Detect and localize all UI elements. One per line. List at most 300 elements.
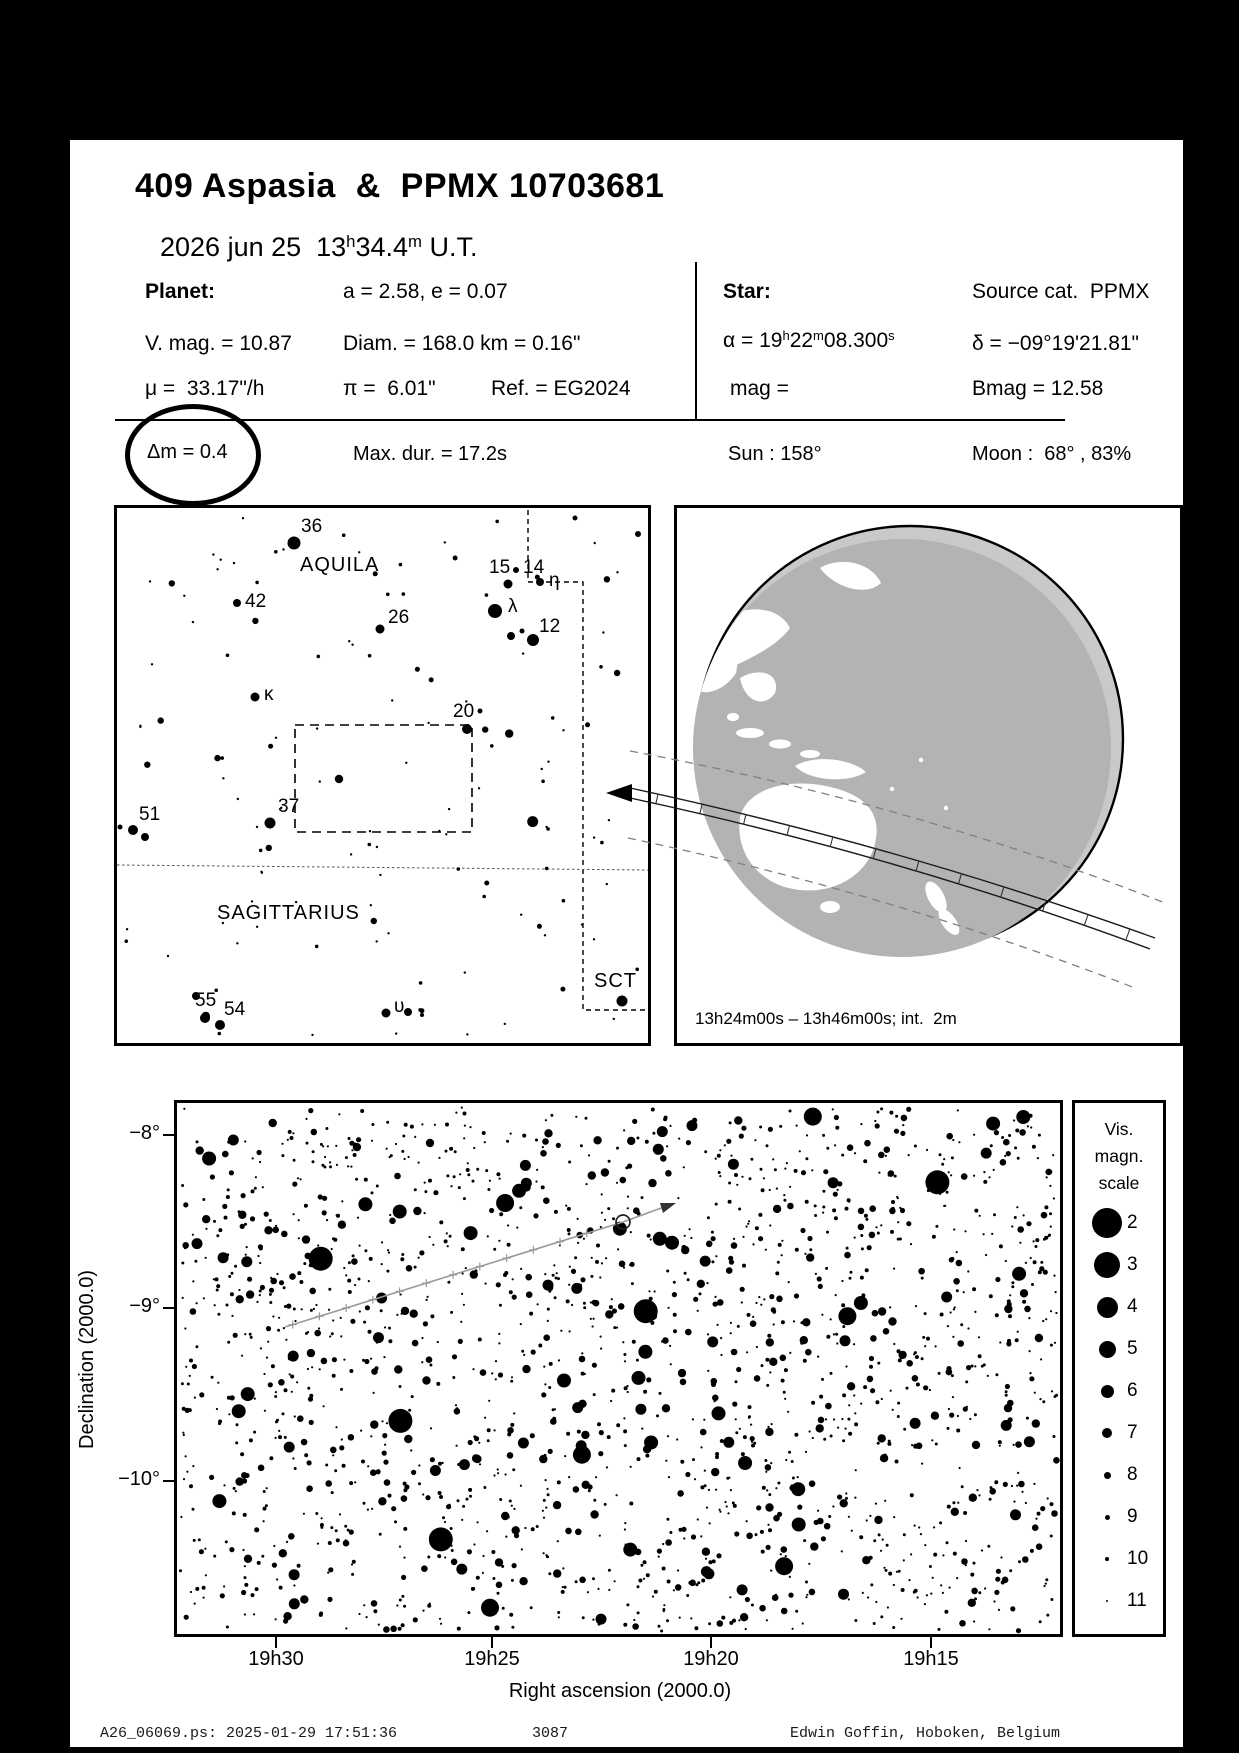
field-star — [689, 1228, 691, 1230]
field-star — [967, 1327, 969, 1329]
field-star — [938, 1628, 941, 1631]
field-star — [873, 1622, 876, 1625]
field-star — [717, 1620, 724, 1627]
field-star — [1013, 1119, 1015, 1121]
field-star — [988, 1628, 990, 1630]
field-star — [244, 1333, 246, 1335]
field-star — [297, 1415, 304, 1422]
field-star — [1000, 1159, 1007, 1166]
field-star — [345, 1274, 347, 1276]
field-star — [956, 1289, 959, 1292]
finder-star-label: υ — [394, 996, 405, 1017]
field-star — [541, 1185, 545, 1189]
field-star — [803, 1539, 806, 1542]
field-star — [683, 1166, 685, 1168]
field-star — [429, 1364, 432, 1367]
finder-field-star — [335, 775, 343, 783]
field-star — [748, 1417, 750, 1419]
field-star — [325, 1127, 328, 1130]
field-star — [303, 1262, 306, 1265]
field-star — [543, 1197, 550, 1204]
field-star — [897, 1238, 900, 1241]
field-star — [348, 1261, 351, 1264]
track-tick — [700, 804, 703, 815]
field-star — [364, 1178, 368, 1182]
finder-field-star — [368, 843, 372, 847]
field-star — [651, 1108, 655, 1112]
field-star — [427, 1556, 430, 1559]
field-star — [272, 1227, 279, 1234]
field-star — [467, 1162, 469, 1164]
field-star — [760, 1304, 762, 1306]
field-star — [869, 1232, 876, 1239]
field-star — [873, 1539, 876, 1542]
field-star — [849, 1277, 852, 1280]
field-star — [989, 1498, 992, 1501]
field-star — [548, 1449, 553, 1454]
field-star — [894, 1175, 897, 1178]
field-star — [335, 1145, 337, 1147]
field-star — [700, 1256, 711, 1267]
field-star — [370, 1420, 378, 1428]
footer-filename: A26_06069.ps: 2025-01-29 17:51:36 — [100, 1725, 398, 1742]
field-star — [320, 1523, 324, 1527]
field-star — [967, 1270, 969, 1272]
field-star — [1003, 1139, 1010, 1146]
field-star — [496, 1172, 500, 1176]
field-star — [343, 1359, 345, 1361]
field-star — [349, 1481, 353, 1485]
field-star — [781, 1379, 785, 1383]
star-ra — [723, 329, 895, 352]
field-star — [330, 1447, 337, 1454]
field-star — [349, 1369, 353, 1373]
field-star — [482, 1572, 484, 1574]
field-star — [956, 1260, 963, 1267]
field-star — [400, 1257, 404, 1261]
field-star — [614, 1580, 616, 1582]
field-star — [454, 1150, 457, 1153]
field-star — [916, 1443, 923, 1450]
field-star — [329, 1161, 331, 1163]
field-star — [388, 1327, 391, 1330]
field-star — [951, 1508, 959, 1516]
field-star — [624, 1522, 626, 1524]
field-star — [848, 1516, 850, 1518]
field-star — [544, 1383, 546, 1385]
field-star — [573, 1486, 580, 1493]
finder-chart-canvas — [117, 508, 648, 1043]
field-star — [259, 1247, 263, 1251]
field-star — [610, 1400, 612, 1402]
field-star — [965, 1564, 967, 1566]
field-star — [545, 1554, 547, 1556]
field-star — [1024, 1306, 1031, 1313]
field-star — [519, 1577, 527, 1585]
field-star — [554, 1210, 558, 1214]
field-star — [1000, 1556, 1002, 1558]
field-star — [217, 1313, 220, 1316]
field-star — [506, 1140, 509, 1143]
field-star — [711, 1468, 719, 1476]
field-star — [378, 1469, 380, 1471]
field-star — [560, 1330, 562, 1332]
field-star — [778, 1243, 782, 1247]
field-star — [498, 1342, 500, 1344]
field-star — [264, 1212, 269, 1217]
field-star — [850, 1313, 854, 1317]
field-star — [599, 1430, 604, 1435]
field-star — [269, 1219, 272, 1222]
field-star — [426, 1299, 428, 1301]
field-star — [1001, 1420, 1012, 1431]
field-star — [787, 1203, 794, 1210]
field-star — [194, 1603, 196, 1605]
field-star — [287, 1139, 289, 1141]
field-star — [331, 1248, 333, 1250]
field-star — [893, 1516, 895, 1518]
ra-s-sup: s — [888, 328, 895, 343]
field-star — [858, 1208, 865, 1215]
field-star — [942, 1592, 944, 1594]
field-star — [657, 1549, 662, 1554]
field-star — [707, 1333, 709, 1335]
field-star — [530, 1433, 535, 1438]
field-star — [1055, 1312, 1057, 1314]
field-star — [423, 1321, 428, 1326]
x-tick-mark — [930, 1637, 932, 1648]
field-star — [450, 1185, 452, 1187]
field-star — [923, 1385, 928, 1390]
field-star — [468, 1440, 473, 1445]
field-star — [999, 1445, 1001, 1447]
field-star — [222, 1151, 229, 1158]
field-star — [767, 1334, 771, 1338]
field-star — [766, 1144, 769, 1147]
field-star — [1017, 1157, 1020, 1160]
field-star — [194, 1397, 196, 1399]
field-star — [582, 1616, 585, 1619]
finder-field-star — [260, 871, 262, 873]
field-star — [315, 1304, 317, 1306]
field-star — [748, 1405, 752, 1409]
field-star — [352, 1560, 356, 1564]
field-star — [246, 1290, 254, 1298]
field-star — [310, 1309, 313, 1312]
field-star — [752, 1243, 754, 1245]
field-star — [282, 1412, 285, 1415]
field-star — [509, 1500, 512, 1503]
field-star — [984, 1150, 987, 1153]
field-star — [288, 1130, 292, 1134]
field-star — [544, 1129, 552, 1137]
field-star — [818, 1417, 825, 1424]
field-star — [991, 1233, 993, 1235]
field-star — [422, 1376, 430, 1384]
field-star — [794, 1169, 798, 1173]
field-star — [567, 1228, 571, 1232]
field-star — [510, 1133, 512, 1135]
field-star — [760, 1168, 763, 1171]
field-star — [289, 1273, 296, 1280]
field-star — [429, 1527, 453, 1551]
finder-field-star — [490, 744, 494, 748]
field-star — [266, 1357, 268, 1359]
field-star — [978, 1354, 982, 1358]
field-star — [943, 1158, 945, 1160]
field-star — [314, 1330, 321, 1337]
field-star — [972, 1441, 980, 1449]
field-star — [577, 1242, 579, 1244]
field-star — [646, 1573, 650, 1577]
field-star — [845, 1365, 847, 1367]
field-star — [946, 1366, 951, 1371]
field-star — [293, 1213, 295, 1215]
field-star — [520, 1160, 531, 1171]
field-star — [268, 1382, 273, 1387]
field-star — [792, 1477, 795, 1480]
field-star — [747, 1223, 749, 1225]
field-star — [897, 1402, 900, 1405]
field-star — [216, 1289, 219, 1292]
field-star — [729, 1260, 734, 1265]
field-star — [861, 1247, 864, 1250]
field-star — [924, 1603, 926, 1605]
finder-field-star — [429, 677, 434, 682]
field-star — [762, 1486, 766, 1490]
finder-field-star — [368, 654, 372, 658]
field-star — [995, 1313, 999, 1317]
field-star — [311, 1129, 318, 1136]
field-star — [794, 1293, 799, 1298]
field-star — [249, 1333, 252, 1336]
field-star — [608, 1569, 611, 1572]
field-star — [487, 1428, 491, 1432]
field-star — [473, 1587, 475, 1589]
field-star — [601, 1212, 603, 1214]
field-star — [823, 1438, 826, 1441]
field-star — [719, 1511, 721, 1513]
field-star — [1001, 1136, 1004, 1139]
field-star — [750, 1320, 757, 1327]
field-star — [233, 1487, 236, 1490]
field-star — [717, 1154, 721, 1158]
field-star — [745, 1597, 750, 1602]
x-tick-label: 19h30 — [248, 1648, 304, 1670]
field-star — [390, 1626, 397, 1633]
field-star — [684, 1235, 686, 1237]
field-star — [485, 1169, 488, 1172]
field-star — [884, 1146, 891, 1153]
field-star — [308, 1397, 313, 1402]
field-star — [826, 1335, 830, 1339]
finder-field-star — [220, 559, 222, 561]
field-star — [236, 1423, 239, 1426]
finder-field-star — [402, 592, 406, 596]
field-star — [626, 1603, 629, 1606]
field-star — [588, 1154, 590, 1156]
field-star — [654, 1590, 658, 1594]
field-star — [854, 1422, 858, 1426]
field-star — [666, 1619, 669, 1622]
minute-text: 34.4 — [355, 232, 409, 263]
field-star — [740, 1613, 748, 1621]
finder-star-label: 54 — [224, 999, 246, 1020]
field-star — [695, 1583, 698, 1586]
field-star — [403, 1557, 405, 1559]
field-star — [940, 1313, 944, 1317]
field-star — [586, 1183, 588, 1185]
field-star — [656, 1414, 659, 1417]
field-star — [1037, 1157, 1039, 1159]
finder-field-star — [520, 914, 522, 916]
field-star — [772, 1594, 779, 1601]
field-star — [627, 1196, 629, 1198]
field-star — [181, 1262, 184, 1265]
field-star — [875, 1400, 879, 1404]
field-star — [421, 1337, 423, 1339]
field-star — [424, 1182, 426, 1184]
field-star — [1042, 1400, 1045, 1403]
field-star — [491, 1550, 495, 1554]
field-star — [944, 1610, 948, 1614]
field-star — [203, 1297, 205, 1299]
field-star — [960, 1323, 963, 1326]
field-star — [791, 1460, 794, 1463]
field-star — [345, 1156, 348, 1159]
field-star — [597, 1588, 599, 1590]
field-star — [202, 1198, 205, 1201]
field-star — [269, 1119, 277, 1127]
field-star — [249, 1438, 253, 1442]
field-star — [837, 1427, 839, 1429]
field-star — [557, 1611, 560, 1614]
field-star — [422, 1610, 424, 1612]
field-star — [834, 1144, 836, 1146]
field-star — [1018, 1560, 1021, 1563]
field-star — [510, 1423, 514, 1427]
field-star — [706, 1282, 708, 1284]
field-star — [519, 1206, 522, 1209]
field-star — [976, 1489, 978, 1491]
field-star — [273, 1545, 275, 1547]
field-star — [382, 1451, 387, 1456]
field-star — [182, 1297, 184, 1299]
field-star — [184, 1246, 187, 1249]
finder-field-star — [167, 955, 169, 957]
field-star — [669, 1125, 671, 1127]
field-star — [220, 1593, 225, 1598]
finder-star-dot — [478, 709, 483, 714]
field-star — [1050, 1502, 1054, 1506]
field-star — [678, 1138, 680, 1140]
field-star — [965, 1540, 967, 1542]
field-star — [633, 1619, 635, 1621]
finder-star-dot — [141, 833, 149, 841]
field-star — [600, 1336, 602, 1338]
field-star — [229, 1170, 234, 1175]
field-star — [910, 1493, 914, 1497]
field-star — [903, 1559, 905, 1561]
field-star — [1003, 1482, 1008, 1487]
field-star — [451, 1545, 453, 1547]
field-star — [185, 1455, 187, 1457]
field-star — [540, 1150, 547, 1157]
field-star — [1049, 1212, 1052, 1215]
field-star — [781, 1320, 785, 1324]
field-star — [636, 1137, 639, 1140]
field-star — [718, 1171, 721, 1174]
field-star — [847, 1418, 850, 1421]
field-star — [723, 1437, 734, 1448]
field-star — [327, 1597, 332, 1602]
finder-field-star — [212, 553, 214, 555]
field-star — [358, 1197, 372, 1211]
field-star — [251, 1189, 255, 1193]
field-star — [666, 1145, 668, 1147]
field-star — [821, 1536, 826, 1541]
field-star — [465, 1267, 467, 1269]
minute-sup: m — [408, 232, 422, 251]
field-star — [1038, 1134, 1041, 1137]
field-star — [557, 1540, 559, 1542]
field-star — [769, 1371, 771, 1373]
field-star — [654, 1290, 656, 1292]
field-star — [833, 1418, 835, 1420]
field-star — [505, 1473, 507, 1475]
field-star — [542, 1138, 549, 1145]
field-star — [875, 1226, 877, 1228]
field-star — [731, 1350, 734, 1353]
field-star — [499, 1304, 502, 1307]
field-star — [359, 1310, 361, 1312]
field-star — [998, 1609, 1000, 1611]
field-star — [545, 1479, 547, 1481]
field-star — [673, 1589, 675, 1591]
field-star — [553, 1264, 555, 1266]
field-star — [625, 1166, 628, 1169]
field-star — [267, 1341, 269, 1343]
field-star — [259, 1294, 261, 1296]
field-star — [230, 1292, 234, 1296]
field-star — [746, 1520, 748, 1522]
field-star — [556, 1143, 561, 1148]
field-star — [1016, 1485, 1018, 1487]
field-star — [328, 1541, 332, 1545]
field-star — [752, 1316, 754, 1318]
field-star — [429, 1236, 431, 1238]
field-star — [396, 1314, 398, 1316]
finder-star-dot — [520, 629, 525, 634]
field-star — [726, 1139, 731, 1144]
field-star — [949, 1587, 951, 1589]
field-star — [535, 1180, 537, 1182]
field-star — [666, 1270, 669, 1273]
field-star — [783, 1194, 785, 1196]
field-star — [549, 1362, 553, 1366]
field-star — [1007, 1339, 1011, 1343]
field-star — [283, 1552, 285, 1554]
field-star — [401, 1150, 404, 1153]
field-star — [804, 1253, 806, 1255]
field-star — [974, 1311, 976, 1313]
field-star — [503, 1273, 507, 1277]
field-star — [269, 1456, 273, 1460]
finder-star-dot — [504, 580, 513, 589]
field-star — [1011, 1485, 1013, 1487]
field-star — [973, 1134, 975, 1136]
field-star — [386, 1270, 389, 1273]
